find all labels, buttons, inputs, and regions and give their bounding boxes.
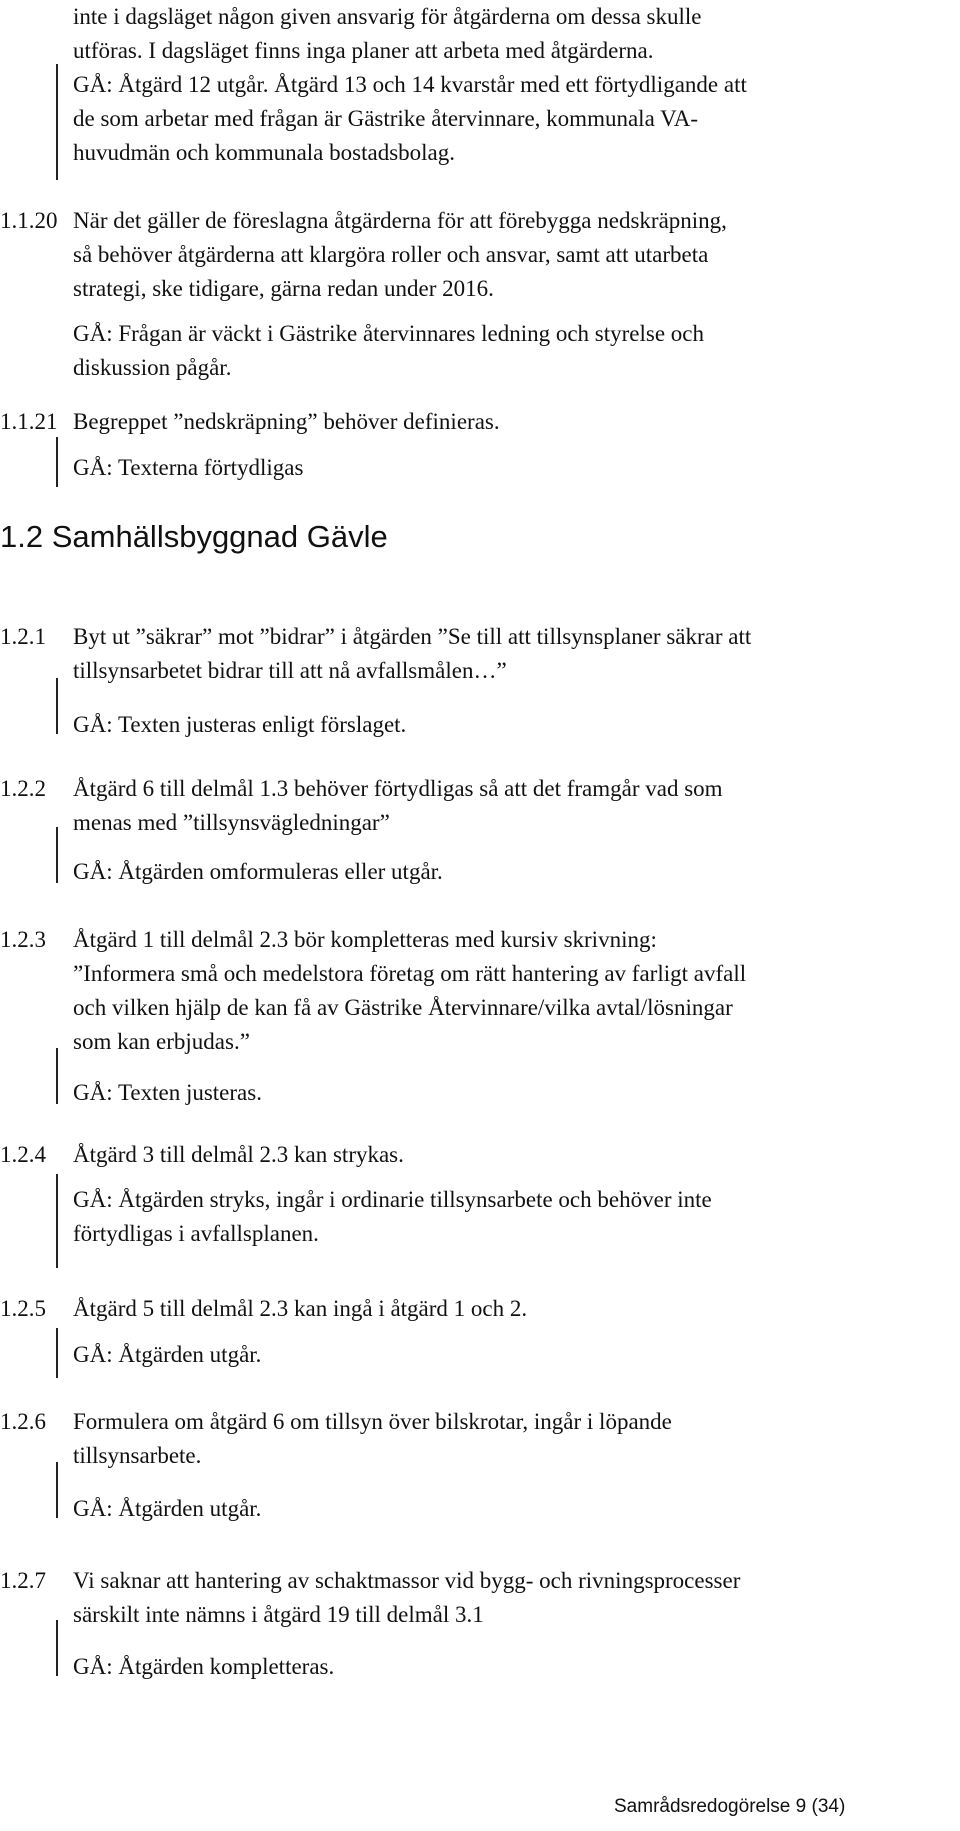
- response-line: diskussion pågår.: [73, 355, 232, 380]
- item-number: 1.2.6: [0, 1409, 46, 1434]
- item-number: 1.2.3: [0, 927, 46, 952]
- response-line: GÅ: Frågan är väckt i Gästrike återvinnares ledning och styrelse och: [73, 321, 705, 346]
- change-bar: [56, 1462, 58, 1518]
- response-line: GÅ: Åtgärden stryks, ingår i ordinarie tillsynsarbete och behöver inte: [73, 1187, 712, 1212]
- item-line: strategi, ske tidigare, gärna redan under 2016.: [73, 276, 494, 301]
- change-bar: [56, 437, 58, 487]
- response-line: GÅ: Åtgärden utgår.: [73, 1496, 262, 1521]
- response-line: de som arbetar med frågan är Gästrike återvinnare, kommunala VA-: [73, 106, 699, 131]
- response-line: GÅ: Åtgärden omformuleras eller utgår.: [73, 859, 443, 884]
- item-line: Begreppet ”nedskräpning” behöver definieras.: [73, 409, 500, 434]
- response-line: GÅ: Texterna förtydligas: [73, 455, 304, 480]
- item-number: 1.2.2: [0, 776, 46, 801]
- item-line: tillsynsarbetet bidrar till att nå avfallsmålen…”: [73, 658, 507, 683]
- item-line: När det gäller de föreslagna åtgärderna för att förebygga nedskräpning,: [73, 208, 727, 233]
- item-line: menas med ”tillsynsvägledningar”: [73, 810, 390, 835]
- item-line: ”Informera små och medelstora företag om rätt hantering av farligt avfall: [73, 961, 747, 986]
- intro-line: inte i dagsläget någon given ansvarig för åtgärderna om dessa skulle: [73, 4, 702, 29]
- item-number: 1.2.7: [0, 1568, 46, 1593]
- item-line: Åtgärd 3 till delmål 2.3 kan strykas.: [73, 1142, 404, 1167]
- response-line: GÅ: Texten justeras enligt förslaget.: [73, 712, 407, 737]
- change-bar: [56, 1620, 58, 1676]
- change-bar: [56, 1174, 58, 1268]
- item-line: särskilt inte nämns i åtgärd 19 till delmål 3.1: [73, 1602, 484, 1627]
- item-line: så behöver åtgärderna att klargöra roller och ansvar, samt att utarbeta: [73, 242, 709, 267]
- change-bar: [56, 1048, 58, 1104]
- item-line: Åtgärd 5 till delmål 2.3 kan ingå i åtgärd 1 och 2.: [73, 1296, 528, 1321]
- intro-line: utföras. I dagsläget finns inga planer att arbeta med åtgärderna.: [73, 38, 654, 63]
- item-number: 1.2.1: [0, 624, 46, 649]
- item-line: Åtgärd 6 till delmål 1.3 behöver förtydligas så att det framgår vad som: [73, 776, 723, 801]
- change-bar: [56, 678, 58, 734]
- page-footer: Samrådsredogörelse 9 (34): [614, 1796, 846, 1817]
- item-line: som kan erbjudas.”: [73, 1029, 250, 1054]
- item-line: och vilken hjälp de kan få av Gästrike Återvinnare/vilka avtal/lösningar: [73, 995, 733, 1020]
- response-line: GÅ: Åtgärden utgår.: [73, 1342, 262, 1367]
- response-line: huvudmän och kommunala bostadsbolag.: [73, 140, 455, 165]
- item-number: 1.1.20: [0, 208, 58, 233]
- item-line: tillsynsarbete.: [73, 1443, 202, 1468]
- response-line: förtydligas i avfallsplanen.: [73, 1221, 319, 1246]
- change-bar: [56, 64, 58, 180]
- item-line: Byt ut ”säkrar” mot ”bidrar” i åtgärden ”Se till att tillsynsplaner säkrar att: [73, 624, 752, 649]
- item-line: Vi saknar att hantering av schaktmassor vid bygg- och rivningsprocesser: [73, 1568, 741, 1593]
- item-number: 1.2.5: [0, 1296, 46, 1321]
- response-line: GÅ: Texten justeras.: [73, 1080, 262, 1105]
- item-number: 1.2.4: [0, 1142, 46, 1167]
- change-bar: [56, 1328, 58, 1378]
- response-line: GÅ: Åtgärden kompletteras.: [73, 1654, 335, 1679]
- item-number: 1.1.21: [0, 409, 58, 434]
- item-line: Åtgärd 1 till delmål 2.3 bör kompletteras med kursiv skrivning:: [73, 927, 657, 952]
- response-line: GÅ: Åtgärd 12 utgår. Åtgärd 13 och 14 kvarstår med ett förtydligande att: [73, 72, 747, 97]
- section-heading: 1.2 Samhällsbyggnad Gävle: [0, 519, 388, 554]
- item-line: Formulera om åtgärd 6 om tillsyn över bilskrotar, ingår i löpande: [73, 1409, 672, 1434]
- change-bar: [56, 827, 58, 883]
